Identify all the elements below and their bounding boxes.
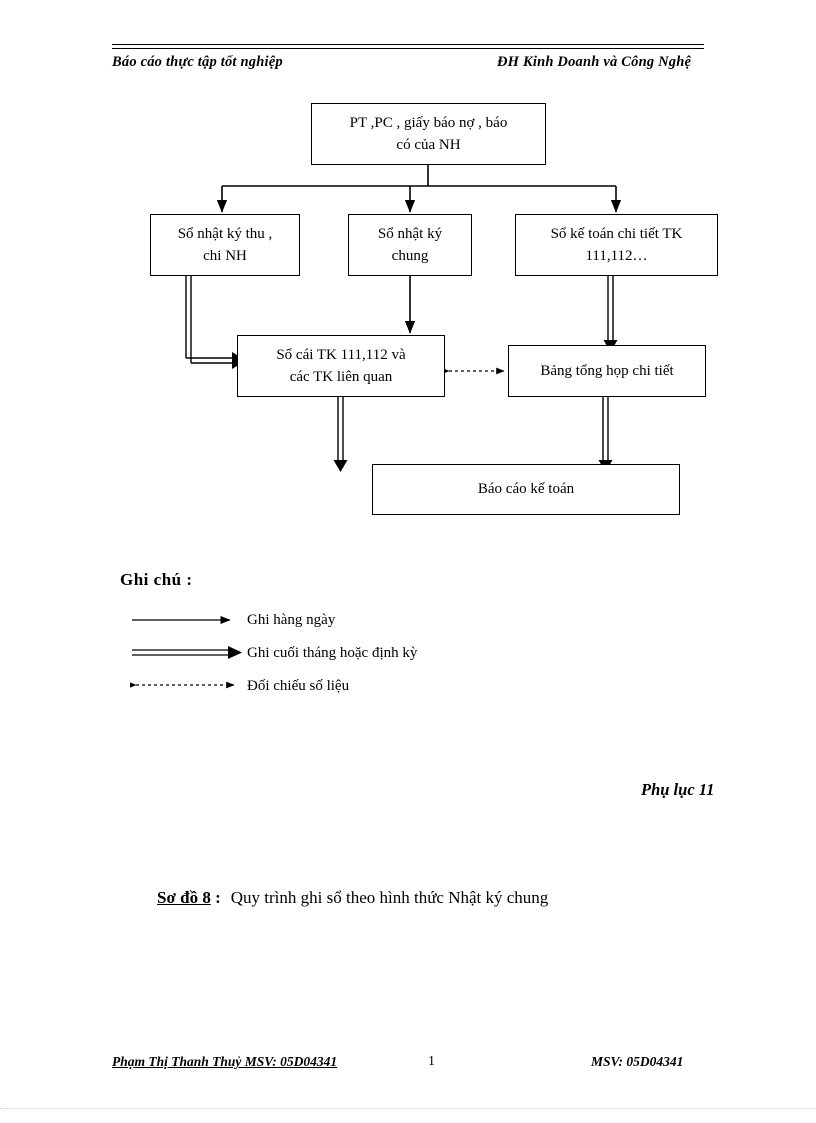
node-source-line-2: có của NH <box>396 137 461 153</box>
node-detail-line-2: 111,112… <box>585 248 648 264</box>
node-cash-line-2: chi NH <box>203 248 247 264</box>
node-financial-report <box>372 464 680 515</box>
node-detail-summary <box>508 345 706 397</box>
node-general-journal <box>348 214 472 276</box>
node-detail-ledger <box>515 214 718 276</box>
figure-caption <box>157 888 548 908</box>
node-cash-line-1: Sổ nhật ký thu , <box>177 225 273 242</box>
footer-student-id: MSV: 05D04341 <box>591 1054 684 1069</box>
node-ledger-line-1: Sổ cái TK 111,112 và <box>276 346 406 363</box>
legend-label-reconcile: Đối chiếu số liệu <box>247 678 350 694</box>
legend-title: Ghi chú : <box>120 570 193 589</box>
node-general-ledger <box>237 335 445 397</box>
figure-caption-colon: : <box>210 888 221 907</box>
legend-label-periodic: Ghi cuối tháng hoặc định kỳ <box>247 645 418 661</box>
legend-label-daily: Ghi hàng ngày <box>247 612 336 628</box>
flowchart-diagram <box>0 0 816 560</box>
node-source-documents <box>311 103 546 165</box>
node-report-line-1: Báo cáo kế toán <box>477 481 575 498</box>
node-detail-line-1: Sổ kế toán chi tiết TK <box>550 225 683 242</box>
figure-caption-text: Quy trình ghi sổ theo hình thức Nhật ký chung <box>230 888 549 907</box>
node-ledger-line-2: các TK liên quan <box>289 369 393 385</box>
node-general-line-2: chung <box>391 248 429 264</box>
annex-label: Phụ lục 11 <box>641 780 715 799</box>
node-general-line-1: Sổ nhật ký <box>377 225 443 242</box>
footer-author: Phạm Thị Thanh Thuỷ MSV: 05D04341 <box>112 1054 338 1069</box>
header-left-text: Báo cáo thực tập tốt nghiệp <box>112 54 283 70</box>
figure-caption-label: Sơ đồ 8 <box>157 888 211 907</box>
footer-page-number: 1 <box>428 1054 435 1069</box>
header-right-text: ĐH Kinh Doanh và Công Nghệ <box>497 54 692 70</box>
node-summary-line-1: Bảng tổng họp chi tiết <box>540 362 674 379</box>
node-cash-journal <box>150 214 300 276</box>
node-source-line-1: PT ,PC , giấy báo nợ , báo <box>349 114 508 131</box>
page-bottom-divider <box>0 1108 816 1109</box>
